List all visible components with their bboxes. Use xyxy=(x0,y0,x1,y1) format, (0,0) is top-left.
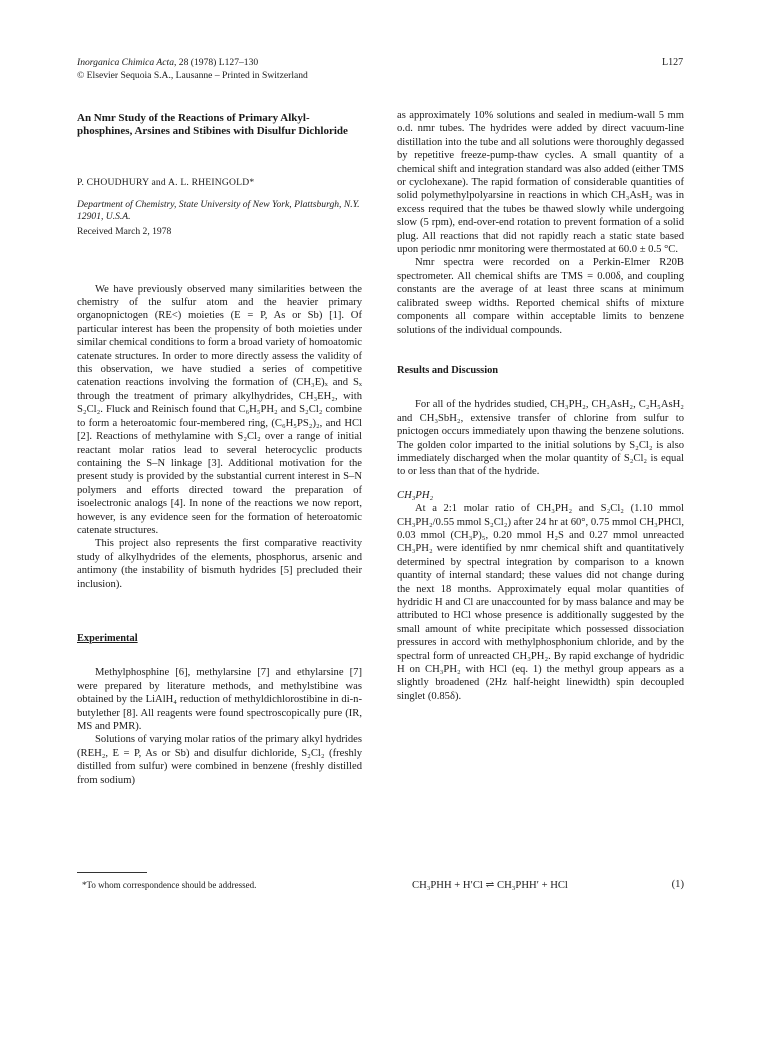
experimental-heading: Experimental xyxy=(77,632,138,644)
equation-1 xyxy=(412,879,684,891)
footnote: *To whom correspondence should be addressed. xyxy=(82,880,257,890)
article-title: An Nmr Study of the Reactions of Primary Alkyl-phosphines, Arsines and Stibines with Disulfur Dichloride xyxy=(77,112,348,138)
received-date: Received March 2, 1978 xyxy=(77,226,172,238)
experimental-paragraph: Solutions of varying molar ratios of the primary alkyl hydrides (REH₂, E = P, As or Sb) and disulfur dichloride, S₂Cl₂ (freshly distilled from sulfur) were combined in benzene (freshly distilled from sodium) xyxy=(77,734,362,786)
intro-paragraph: We have previously observed many similarities between the chemistry of the sulfur atom and the heavier primary organopnictogen (RE<) moieties (E = P, As or Sb) [1]. Of particular interest has been the propensity of both moieties under similar chemical conditions to form a broad variety of homoatomic catenate structures. In order to more directly assess the validity of this observation, we have studied a series of competitive catenation reactions involving the formation of (CH₃E)ₓ and Sₓ through the treatment of primary alkylhydrides, CH₃EH₂, with S₂Cl₂. Fluck and Reinisch found that C₆H₅PH₂ and S₂Cl₂ combine to form a heteroatomic four-membered ring, (C₆H₅PS₂)₂, and HCl [2]. Reactions of methylamine with S₂Cl₂ over a range of initial reactant molar ratios lead to several heterocyclic products containing the S–N linkage [3]. Additional motivation for the present study is provided by the substantial current interest in S–N polymers and efforts directed toward the preparation of isoelectronic analogs [4]. In none of the reactions we now report, however, is any evidence seen for the formation of heteroatomic catenate structures. xyxy=(77,283,362,536)
results-heading: Results and Discussion xyxy=(397,364,499,376)
author-affiliation: Department of Chemistry, State University of New York, Plattsburgh, N.Y. 12901, U.S.A. xyxy=(77,199,360,223)
right-column xyxy=(397,109,684,703)
volume-pages: , 28 (1978) L127–130 xyxy=(174,57,259,68)
experimental-continued: as approximately 10% solutions and sealed in medium-wall 5 mm o.d. nmr tubes. The hydrides were added by direct vacuum-line distillation into the tube and all solutions were thoroughly degassed by repetitive freeze-pump-thaw cycles. A small quantity of a chemical shift and integration standard was also added (either TMS or cyclohexane). The rapid formation of considerable quantities of solid polymethylpolyarsine in reactions in which CH₃AsH₂ was in excess required that the tubes be thawed slowly while undergoing slow (5 rpm), end-over-end rotation to prevent formation of a solid plug. All reactions that did not rapidly reach a static state based upon periodic nmr monitoring were thermostated at 60.0 ± 0.5 °C. xyxy=(397,110,684,256)
journal-name: Inorganica Chimica Acta xyxy=(77,57,174,68)
results-paragraph: For all of the hydrides studied, CH₃PH₂, CH₃AsH₂, C₂H₅AsH₂ and CH₃SbH₂, extensive transfer of chlorine from sulfur to pnictogen occurs immediately upon thawing the benzene solutions. The golden color imparted to the initial solutions by S₂Cl₂ is also immediately discharged when the molar quantity of S₂Cl₂ is equal to or less than that of the hydride. xyxy=(397,399,684,478)
intro-paragraph: This project also represents the first comparative reactivity study of alkylhydrides of the elements, phosphorus, arsenic and antimony (the instability of bismuth hydrides [5] precluded their inclusion). xyxy=(77,538,362,590)
nmr-paragraph: Nmr spectra were recorded on a Perkin-Elmer R20B spectrometer. All chemical shifts are TMS = 0.00δ, and coupling constants are the average of at least three scans at minimum calibrated sweep widths. Reported chemical shifts of mixture components all compare within acceptable limits to benzene solutions of the individual compounds. xyxy=(397,257,684,336)
experimental-paragraph: Methylphosphine [6], methylarsine [7] and ethylarsine [7] were prepared by literature methods, and methylstibine was obtained by the LiAlH₄ reduction of methyldichlorostibine in di-n-butylether [8]. All reagents were found spectroscopically pure (IR, MS and PMR). xyxy=(77,667,362,732)
journal-citation xyxy=(77,56,308,69)
footnote-divider xyxy=(77,872,147,873)
author-list: P. CHOUDHURY and A. L. RHEINGOLD* xyxy=(77,176,255,188)
page-number: L127 xyxy=(662,57,684,68)
results-paragraph: At a 2:1 molar ratio of CH₃PH₂ and S₂Cl₂ (1.10 mmol CH₃PH₂/0.55 mmol S₂Cl₂) after 24 hr at 60°, 0.75 mmol CH₃PHCl, 0.03 mmol (CH₃P)₅, 0.20 mmol H₂S and 0.27 mmol unreacted CH₃PH₂ were identified by nmr chemical shift and quantitatively determined by spectral integration by comparison to a known quantity of internal standard; these values did not change during the next 18 months. Approximately equal molar quantities of hydridic H and Cl are unaccounted for by mass balance and may be attributed to HCl whose presence is additionally suggested by the small amount of white precipitate which possessed dissociation pressures in accord with methylphosphonium chloride, and by the spectral form of unreacted CH₃PH₂. By rapid exchange of hydridic H on CH₃PH₂ with HCl (eq. 1) the methyl group appears as a slightly broadened (2Hz half-height linewidth) spin decoupled singlet (0.85δ). xyxy=(397,503,684,702)
subsection-heading: CH₃PH₂ xyxy=(397,489,434,501)
journal-header xyxy=(77,56,308,82)
equation-text: CH₃PHH + H′Cl ⇌ CH₃PHH′ + HCl xyxy=(412,880,568,891)
equation-number: (1) xyxy=(671,879,684,890)
publisher-line: © Elsevier Sequoia S.A., Lausanne – Printed in Switzerland xyxy=(77,70,308,81)
left-column xyxy=(77,112,362,787)
